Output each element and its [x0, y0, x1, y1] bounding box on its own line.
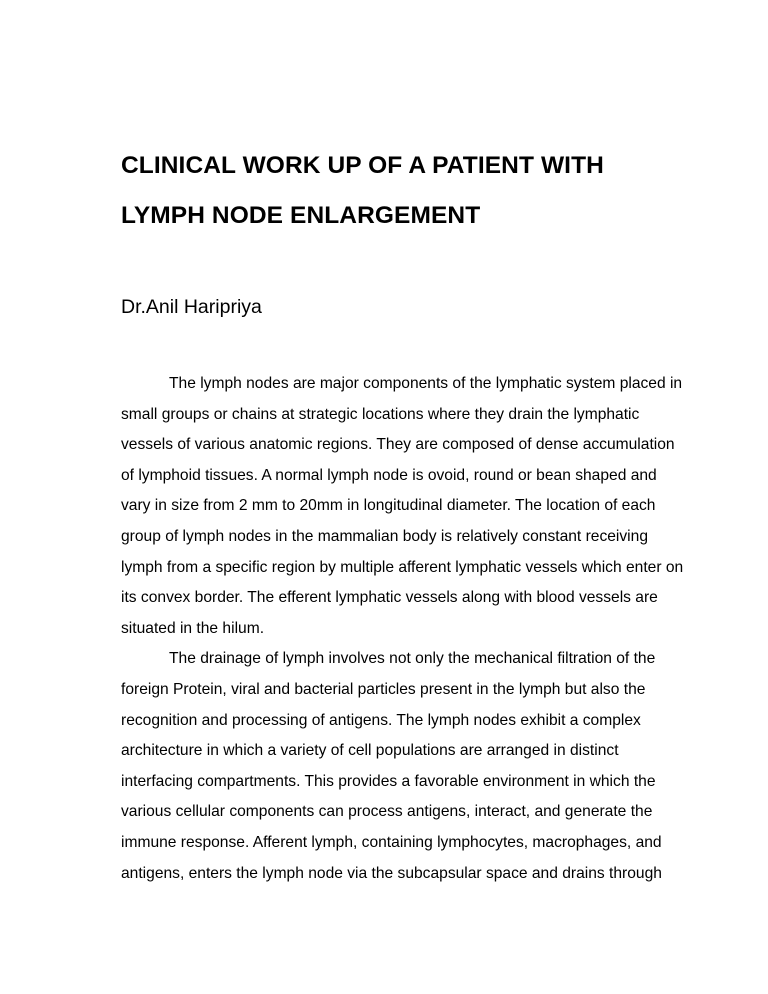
- text-line: foreign Protein, viral and bacterial particles present in the lymph but also the: [121, 680, 646, 698]
- text-line: situated in the hilum.: [121, 619, 265, 637]
- text-line: vary in size from 2 mm to 20mm in longitudinal diameter. The location of each: [121, 497, 656, 515]
- text-line: The drainage of lymph involves not only the mechanical filtration of the: [169, 650, 656, 668]
- author-name: Dr.Anil Haripriya: [121, 296, 262, 318]
- text-line: lymph from a specific region by multiple afferent lymphatic vessels which enter on: [121, 558, 684, 576]
- paragraph-1: [121, 369, 751, 644]
- document-title: [121, 141, 751, 241]
- text-line: The lymph nodes are major components of the lymphatic system placed in: [169, 375, 683, 392]
- text-line: various cellular components can process antigens, interact, and generate the: [121, 803, 653, 821]
- text-line: small groups or chains at strategic locations where they drain the lymphatic: [121, 405, 640, 423]
- title-line-2: LYMPH NODE ENLARGEMENT: [121, 202, 481, 229]
- title-line-1: CLINICAL WORK UP OF A PATIENT WITH: [121, 152, 604, 179]
- text-line: its convex border. The efferent lymphatic vessels along with blood vessels are: [121, 589, 658, 607]
- text-line: interfacing compartments. This provides a favorable environment in which the: [121, 772, 656, 790]
- text-line: antigens, enters the lymph node via the subcapsular space and drains through: [121, 864, 662, 882]
- text-line: group of lymph nodes in the mammalian body is relatively constant receiving: [121, 527, 648, 545]
- paragraph-2: [121, 644, 751, 889]
- body-text: [121, 369, 751, 889]
- text-line: architecture in which a variety of cell populations are arranged in distinct: [121, 742, 619, 760]
- text-line: vessels of various anatomic regions. They are composed of dense accumulation: [121, 436, 675, 454]
- text-line: recognition and processing of antigens. The lymph nodes exhibit a complex: [121, 711, 641, 729]
- text-line: of lymphoid tissues. A normal lymph node is ovoid, round or bean shaped and: [121, 466, 657, 484]
- text-line: immune response. Afferent lymph, containing lymphocytes, macrophages, and: [121, 833, 662, 851]
